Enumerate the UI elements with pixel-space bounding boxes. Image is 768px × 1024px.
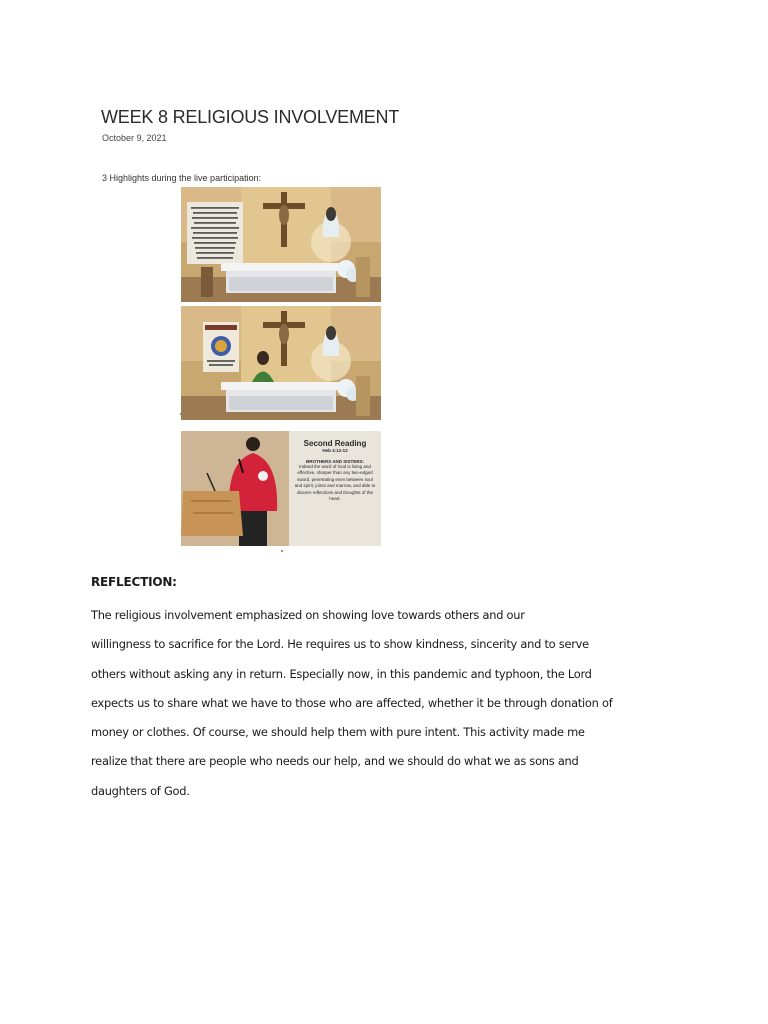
photo-reader — [181, 431, 381, 546]
stray-mark — [281, 550, 283, 552]
reflection-line: The religious involvement emphasized on showing love towards others and our — [91, 608, 525, 622]
slide-reference: Heb 4:12-13 — [322, 448, 348, 453]
reflection-line: money or clothes. Of course, we should help them with pure intent. This activity made me — [91, 725, 585, 740]
reflection-line: willingness to sacrifice for the Lord. He requires us to show kindness, sincerity and to serve — [91, 637, 589, 652]
reflection-paragraph — [91, 601, 651, 806]
reflection-line: realize that there are people who needs our help, and we should do what we as sons and — [91, 754, 579, 769]
reflection-line: others without asking any in return. Especially now, in this pandemic and typhoon, the Lord — [91, 666, 592, 681]
photo-altar-1 — [181, 187, 381, 302]
page-title: WEEK 8 RELIGIOUS INVOLVEMENT — [101, 107, 400, 127]
slide-body: Indeed the word of God is living and effective, sharper than any two-edged sword, penetrating even between soul and spirit, joints and marrow, and able to discern reflections and thoughts of the heart. — [294, 464, 376, 502]
reflection-line: daughters of God. — [91, 783, 190, 798]
highlights-label: 3 Highlights during the live participation: — [102, 173, 262, 183]
slide-heading: BROTHERS AND SISTERS: — [305, 459, 365, 464]
stray-mark — [180, 413, 182, 415]
slide-title: Second Reading — [303, 439, 367, 448]
reflection-heading: REFLECTION: — [91, 575, 177, 589]
reflection-line: expects us to share what we have to those who are affected, whether it be through donation of — [91, 695, 613, 710]
photo-altar-2 — [181, 306, 381, 420]
post-date: October 9, 2021 — [102, 133, 167, 143]
